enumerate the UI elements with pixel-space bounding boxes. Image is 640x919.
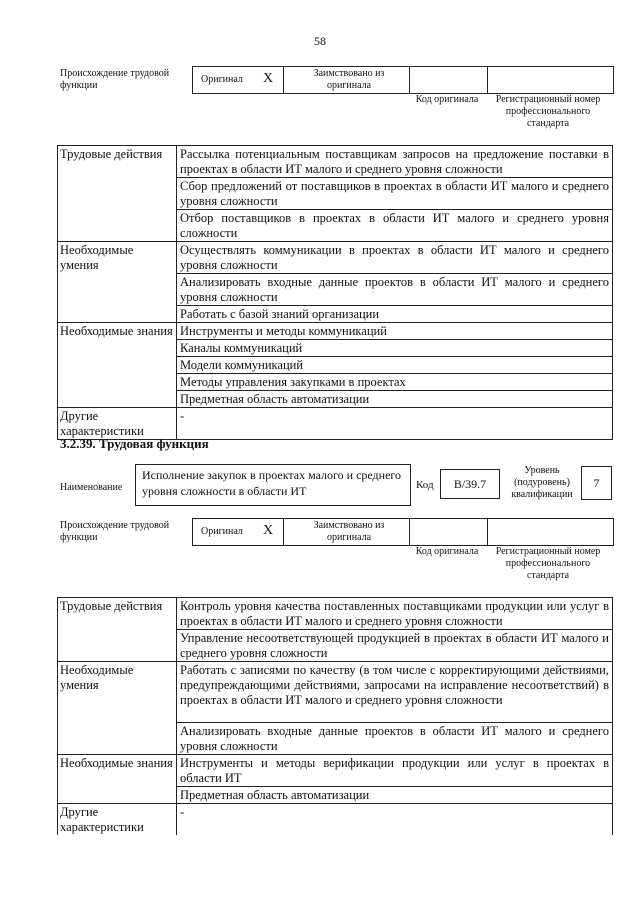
code-original-caption: Код оригинала (415, 94, 479, 105)
skills-label: Необходимые умения (58, 662, 177, 755)
reg-number-cell (487, 519, 614, 545)
original-cell (193, 67, 283, 93)
knowledge-item: Предметная область автоматизации (177, 787, 613, 804)
knowledge-item: Методы управления закупками в проектах (177, 374, 613, 391)
borrowed-cell (283, 519, 410, 545)
code-original-caption: Код оригинала (415, 546, 479, 557)
qualification-level-label: Уровень (подуровень) квалификации (511, 465, 573, 500)
code-original-cell (409, 519, 488, 545)
original-label: Оригинал (201, 74, 243, 85)
code-label: Код (416, 479, 434, 491)
qualification-level-box: 7 (581, 466, 612, 500)
labor-function-table-1 (57, 145, 613, 440)
labor-action-item: Сбор предложений от поставщиков в проектах в области ИТ малого и среднего уровня сложности (177, 178, 613, 210)
origin-label: Происхождение трудовой функции (60, 68, 170, 91)
knowledge-item: Модели коммуникаций (177, 357, 613, 374)
skill-item: Осуществлять коммуникации в проектах в области ИТ малого и среднего уровня сложности (177, 242, 613, 274)
labor-action-item: Отбор поставщиков в проектах в области ИТ малого и среднего уровня сложности (177, 210, 613, 242)
skill-item: Анализировать входные данные проектов в области ИТ малого и среднего уровня сложности (177, 274, 613, 306)
original-cell (193, 519, 283, 545)
borrowed-label: Заимствовано из оригинала (313, 68, 385, 91)
knowledge-item: Предметная область автоматизации (177, 391, 613, 408)
knowledge-item: Инструменты и методы верификации продукции или услуг в проектах в области ИТ (177, 755, 613, 787)
code-value-box: B/39.7 (440, 469, 500, 499)
name-value-box: Исполнение закупок в проектах малого и среднего уровня сложности в области ИТ (135, 464, 411, 506)
origin-label: Происхождение трудовой функции (60, 520, 170, 543)
knowledge-item: Инструменты и методы коммуникаций (177, 323, 613, 340)
original-label: Оригинал (201, 526, 243, 537)
name-label: Наименование (60, 482, 123, 493)
reg-number-cell (487, 67, 614, 93)
borrowed-cell (283, 67, 410, 93)
labor-action-item: Контроль уровня качества поставленных поставщиками продукции или услуг в проектах в области ИТ малого и среднего уровня сложности (177, 598, 613, 630)
labor-action-item: Рассылка потенциальным поставщикам запросов на предложение поставки в проектах в области ИТ малого и среднего уровня сложности (177, 146, 613, 178)
labor-action-item: Управление несоответствующей продукцией в проектах в области ИТ малого и среднего уровня сложности (177, 630, 613, 662)
knowledge-label: Необходимые знания (58, 323, 177, 408)
borrowed-label: Заимствовано из оригинала (313, 520, 385, 543)
code-original-cell (409, 67, 488, 93)
other-characteristics-label: Другие характеристики (58, 408, 177, 440)
reg-number-caption: Регистрационный номер профессионального стандарта (495, 94, 601, 129)
other-characteristics-label: Другие характеристики (58, 804, 177, 836)
page-number: 58 (314, 34, 326, 48)
skills-label: Необходимые умения (58, 242, 177, 323)
labor-function-table-2 (57, 597, 613, 835)
section-title: 3.2.39. Трудовая функция (60, 436, 209, 451)
knowledge-label: Необходимые знания (58, 755, 177, 804)
original-mark: X (263, 71, 274, 86)
other-characteristics-value: - (177, 804, 613, 836)
origin-box (192, 66, 614, 94)
labor-actions-label: Трудовые действия (58, 598, 177, 662)
knowledge-item: Каналы коммуникаций (177, 340, 613, 357)
original-mark: X (263, 523, 274, 538)
skill-item: Анализировать входные данные проектов в области ИТ малого и среднего уровня сложности (177, 723, 613, 755)
reg-number-caption: Регистрационный номер профессионального стандарта (495, 546, 601, 581)
skill-item: Работать с записями по качеству (в том числе с корректирующими действиями, предупреждающими действиями, запросами на исправление несоответствий) в проектах в области ИТ малого и среднего уровня сложности (177, 662, 613, 723)
skill-item: Работать с базой знаний организации (177, 306, 613, 323)
origin-box (192, 518, 614, 546)
other-characteristics-value: - (177, 408, 613, 440)
labor-actions-label: Трудовые действия (58, 146, 177, 242)
